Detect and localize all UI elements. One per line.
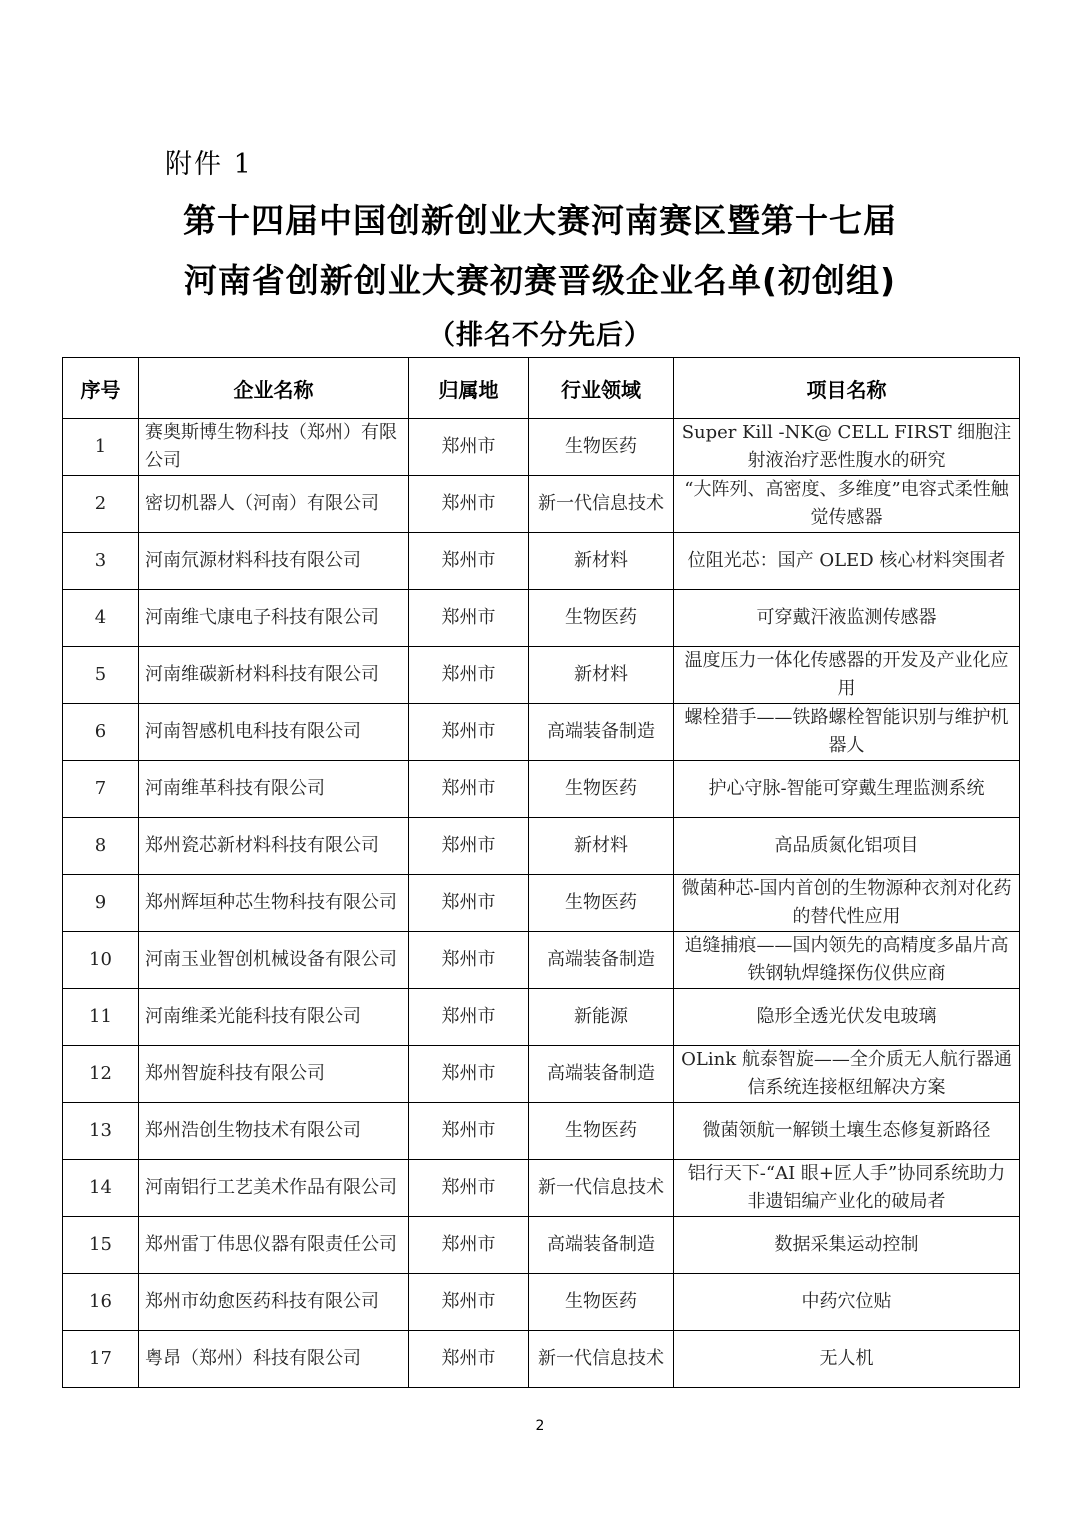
- cell-field: 高端装备制造: [529, 1046, 674, 1103]
- cell-company: 河南维碳新材料科技有限公司: [139, 647, 409, 704]
- cell-field: 新能源: [529, 989, 674, 1046]
- cell-company: 河南玉业智创机械设备有限公司: [139, 932, 409, 989]
- table-row: [63, 989, 1020, 1046]
- cell-field: 生物医药: [529, 875, 674, 932]
- cell-field: 新一代信息技术: [529, 1160, 674, 1217]
- cell-no: 13: [63, 1103, 139, 1160]
- table-row: [63, 647, 1020, 704]
- cell-field: 高端装备制造: [529, 704, 674, 761]
- header-project: 项目名称: [674, 358, 1020, 419]
- title-line-2: 河南省创新创业大赛初赛晋级企业名单(初创组): [183, 261, 897, 300]
- cell-company: 河南维弋康电子科技有限公司: [139, 590, 409, 647]
- cell-project: 数据采集运动控制: [674, 1217, 1020, 1274]
- cell-no: 10: [63, 932, 139, 989]
- cell-project: 高品质氮化铝项目: [674, 818, 1020, 875]
- cell-no: 9: [63, 875, 139, 932]
- header-location: 归属地: [409, 358, 529, 419]
- cell-company: 河南维革科技有限公司: [139, 761, 409, 818]
- header-no: 序号: [63, 358, 139, 419]
- cell-no: 15: [63, 1217, 139, 1274]
- cell-project: 追缝捕痕——国内领先的高精度多晶片高铁钢轨焊缝探伤仪供应商: [674, 932, 1020, 989]
- cell-company: 河南氘源材料科技有限公司: [139, 533, 409, 590]
- cell-company: 粤昂（郑州）科技有限公司: [139, 1331, 409, 1388]
- cell-field: 高端装备制造: [529, 1217, 674, 1274]
- cell-company: 密切机器人（河南）有限公司: [139, 476, 409, 533]
- table-header-row: [63, 358, 1020, 419]
- cell-no: 17: [63, 1331, 139, 1388]
- cell-project: 微菌领航一解锁土壤生态修复新路径: [674, 1103, 1020, 1160]
- header-field: 行业领域: [529, 358, 674, 419]
- subtitle: （排名不分先后）: [428, 320, 652, 351]
- table-row: [63, 1217, 1020, 1274]
- cell-no: 8: [63, 818, 139, 875]
- cell-project: 无人机: [674, 1331, 1020, 1388]
- cell-field: 生物医药: [529, 419, 674, 476]
- cell-project: 中药穴位贴: [674, 1274, 1020, 1331]
- cell-no: 14: [63, 1160, 139, 1217]
- cell-field: 新材料: [529, 533, 674, 590]
- title-line-1: 第十四届中国创新创业大赛河南赛区暨第十七届: [183, 201, 897, 240]
- cell-no: 4: [63, 590, 139, 647]
- cell-company: 郑州智旋科技有限公司: [139, 1046, 409, 1103]
- table-body: [63, 419, 1020, 1388]
- cell-company: 河南维柔光能科技有限公司: [139, 989, 409, 1046]
- table-row: [63, 818, 1020, 875]
- cell-company: 郑州瓷芯新材料科技有限公司: [139, 818, 409, 875]
- cell-location: 郑州市: [409, 1217, 529, 1274]
- table-row: [63, 704, 1020, 761]
- cell-location: 郑州市: [409, 1103, 529, 1160]
- cell-project: 微菌种芯-国内首创的生物源种衣剂对化药的替代性应用: [674, 875, 1020, 932]
- table-row: [63, 1046, 1020, 1103]
- attachment-label: 附件 1: [165, 149, 253, 180]
- cell-no: 1: [63, 419, 139, 476]
- cell-company: 河南智感机电科技有限公司: [139, 704, 409, 761]
- cell-project: “大阵列、高密度、多维度”电容式柔性触觉传感器: [674, 476, 1020, 533]
- cell-field: 生物医药: [529, 590, 674, 647]
- cell-company: 郑州辉垣种芯生物科技有限公司: [139, 875, 409, 932]
- cell-project: OLink 航泰智旋——全介质无人航行器通信系统连接枢纽解决方案: [674, 1046, 1020, 1103]
- company-list-table: [62, 357, 1020, 1388]
- cell-no: 3: [63, 533, 139, 590]
- cell-location: 郑州市: [409, 1046, 529, 1103]
- cell-no: 12: [63, 1046, 139, 1103]
- cell-location: 郑州市: [409, 533, 529, 590]
- cell-location: 郑州市: [409, 419, 529, 476]
- table-row: [63, 533, 1020, 590]
- cell-location: 郑州市: [409, 761, 529, 818]
- table-row: [63, 1331, 1020, 1388]
- cell-field: 生物医药: [529, 761, 674, 818]
- cell-company: 赛奥斯博生物科技（郑州）有限公司: [139, 419, 409, 476]
- table-row: [63, 590, 1020, 647]
- cell-company: 郑州浩创生物技术有限公司: [139, 1103, 409, 1160]
- cell-company: 河南铝行工艺美术作品有限公司: [139, 1160, 409, 1217]
- page-number: 2: [535, 1418, 545, 1434]
- cell-location: 郑州市: [409, 875, 529, 932]
- cell-no: 7: [63, 761, 139, 818]
- cell-company: 郑州雷丁伟思仪器有限责任公司: [139, 1217, 409, 1274]
- table-row: [63, 932, 1020, 989]
- cell-field: 新材料: [529, 818, 674, 875]
- cell-project: 护心守脉-智能可穿戴生理监测系统: [674, 761, 1020, 818]
- cell-location: 郑州市: [409, 590, 529, 647]
- cell-no: 11: [63, 989, 139, 1046]
- cell-project: 位阻光芯：国产 OLED 核心材料突围者: [674, 533, 1020, 590]
- cell-location: 郑州市: [409, 476, 529, 533]
- cell-project: 铝行天下-“AI 眼+匠人手”协同系统助力非遗铝编产业化的破局者: [674, 1160, 1020, 1217]
- cell-no: 2: [63, 476, 139, 533]
- table-row: [63, 761, 1020, 818]
- table-row: [63, 1103, 1020, 1160]
- cell-project: 温度压力一体化传感器的开发及产业化应用: [674, 647, 1020, 704]
- cell-location: 郑州市: [409, 1274, 529, 1331]
- table-row: [63, 419, 1020, 476]
- cell-project: 螺栓猎手——铁路螺栓智能识别与维护机器人: [674, 704, 1020, 761]
- cell-field: 生物医药: [529, 1103, 674, 1160]
- table-row: [63, 1274, 1020, 1331]
- cell-project: 可穿戴汗液监测传感器: [674, 590, 1020, 647]
- cell-no: 6: [63, 704, 139, 761]
- cell-field: 高端装备制造: [529, 932, 674, 989]
- table-row: [63, 476, 1020, 533]
- cell-field: 新一代信息技术: [529, 476, 674, 533]
- cell-location: 郑州市: [409, 704, 529, 761]
- table-row: [63, 875, 1020, 932]
- cell-location: 郑州市: [409, 989, 529, 1046]
- cell-company: 郑州市幼愈医药科技有限公司: [139, 1274, 409, 1331]
- header-company: 企业名称: [139, 358, 409, 419]
- cell-field: 生物医药: [529, 1274, 674, 1331]
- cell-location: 郑州市: [409, 647, 529, 704]
- cell-project: 隐形全透光伏发电玻璃: [674, 989, 1020, 1046]
- cell-location: 郑州市: [409, 932, 529, 989]
- cell-location: 郑州市: [409, 1331, 529, 1388]
- cell-field: 新材料: [529, 647, 674, 704]
- cell-no: 16: [63, 1274, 139, 1331]
- cell-field: 新一代信息技术: [529, 1331, 674, 1388]
- cell-location: 郑州市: [409, 818, 529, 875]
- table-row: [63, 1160, 1020, 1217]
- cell-location: 郑州市: [409, 1160, 529, 1217]
- cell-project: Super Kill -NK@ CELL FIRST 细胞注射液治疗恶性腹水的研究: [674, 419, 1020, 476]
- cell-no: 5: [63, 647, 139, 704]
